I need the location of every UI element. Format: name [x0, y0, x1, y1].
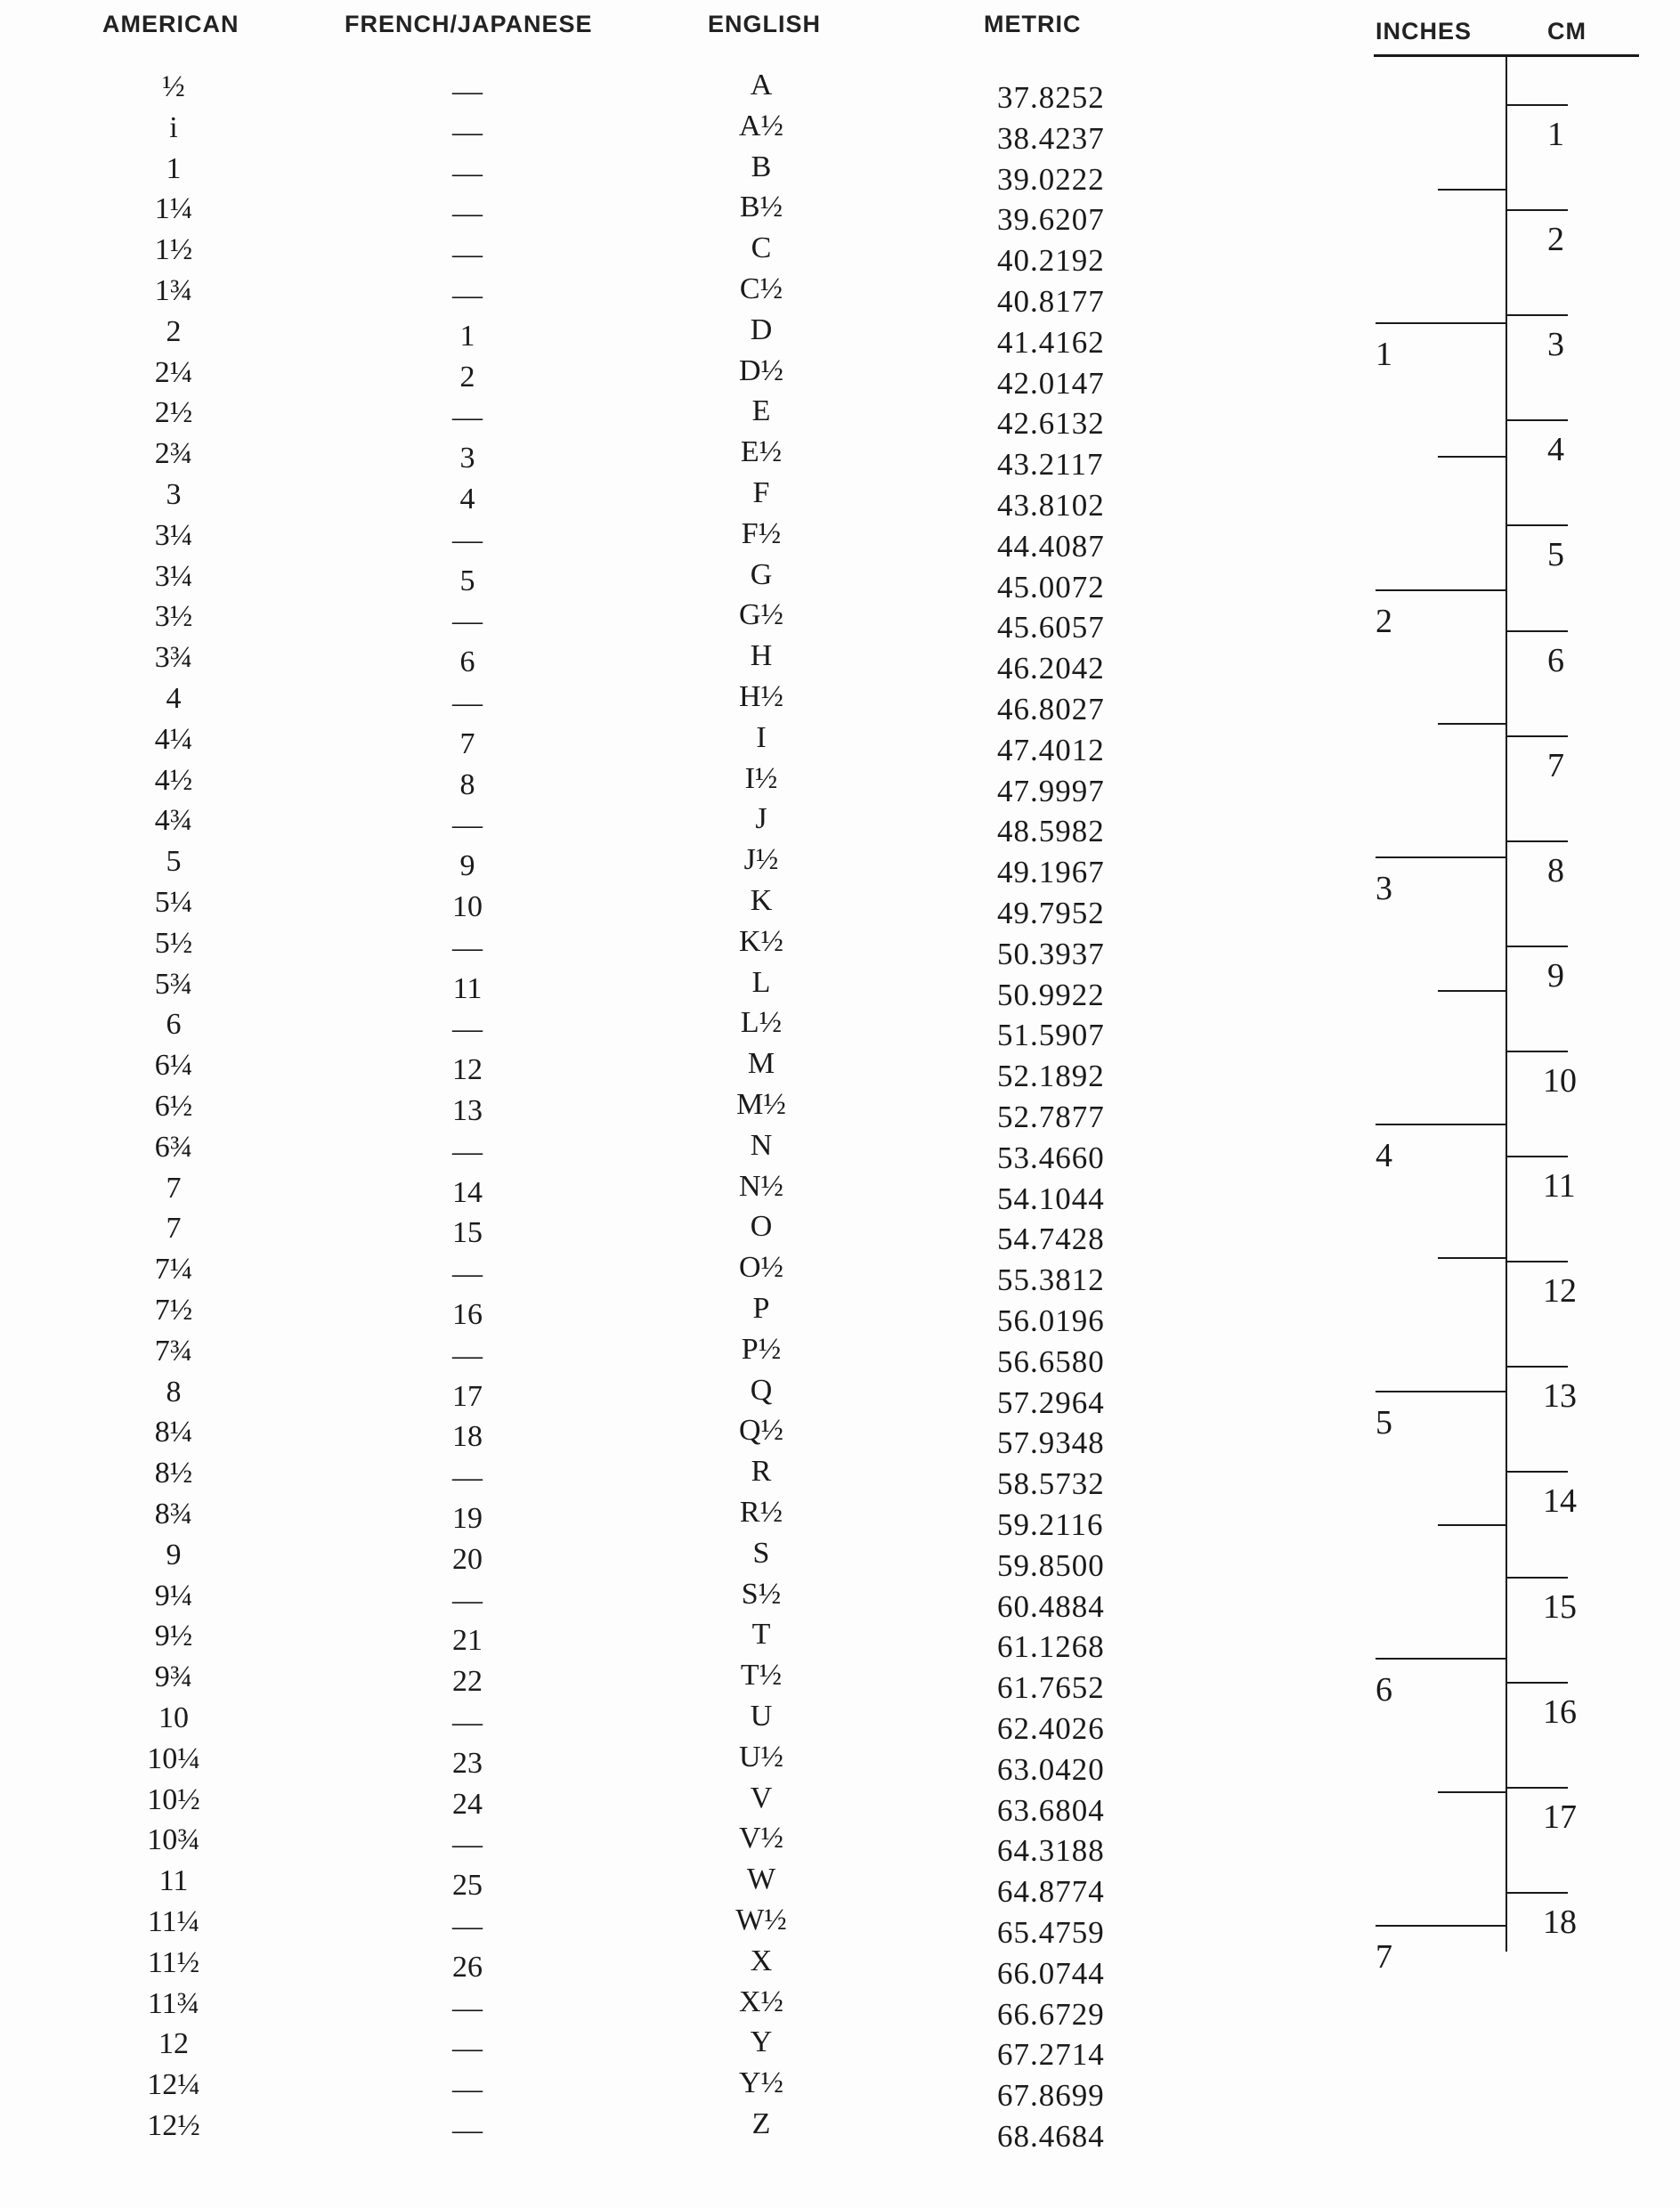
english-size: T½: [740, 1659, 783, 1693]
header-cm: CM: [1547, 18, 1587, 45]
american-size: 5¾: [154, 967, 193, 1001]
english-size: X: [750, 1944, 773, 1977]
american-size: 9: [166, 1538, 182, 1571]
metric-value: 63.0420: [997, 1751, 1105, 1787]
metric-value: 57.2964: [997, 1384, 1105, 1420]
american-size: 4: [166, 682, 182, 715]
inch-major-tick: [1376, 1658, 1506, 1660]
french-japanese-size: 9: [459, 849, 475, 883]
english-size: Y½: [738, 2066, 784, 2100]
american-size: 10¼: [147, 1741, 200, 1775]
inch-half-tick: [1438, 723, 1506, 725]
cm-tick: [1506, 104, 1568, 106]
cm-tick: [1506, 1892, 1568, 1894]
french-japanese-size: 20: [452, 1542, 483, 1576]
american-size: 8½: [154, 1457, 193, 1490]
english-size: Q½: [738, 1414, 784, 1448]
french-japanese-size: 10: [452, 890, 483, 923]
cm-label: 14: [1543, 1482, 1577, 1520]
american-size: 6¾: [154, 1130, 193, 1164]
american-size: 3¼: [154, 518, 193, 552]
inch-half-tick: [1438, 990, 1506, 992]
french-japanese-size: —: [452, 1461, 483, 1495]
french-japanese-size: —: [452, 1134, 483, 1168]
inch-label: 3: [1376, 870, 1392, 907]
american-size: 12: [158, 2027, 189, 2061]
american-size: 5½: [154, 926, 193, 960]
inch-label: 2: [1376, 603, 1392, 640]
french-japanese-size: 19: [452, 1502, 483, 1535]
cm-label: 16: [1543, 1693, 1577, 1731]
metric-value: 61.7652: [997, 1670, 1105, 1706]
metric-value: 38.4237: [997, 120, 1105, 156]
english-size: E½: [740, 435, 783, 469]
cm-tick: [1506, 524, 1568, 526]
american-size: 7: [166, 1171, 182, 1205]
french-japanese-size: —: [452, 75, 483, 108]
cm-tick: [1506, 314, 1568, 316]
french-japanese-size: 17: [452, 1379, 483, 1413]
american-size: 6½: [154, 1090, 193, 1123]
metric-value: 56.0196: [997, 1303, 1105, 1338]
french-japanese-size: 2: [459, 360, 475, 394]
header-french-japanese: FRENCH/JAPANESE: [345, 11, 593, 37]
cm-tick: [1506, 1471, 1568, 1473]
inch-half-tick: [1438, 1791, 1506, 1793]
english-size: J: [755, 802, 767, 836]
metric-value: 62.4026: [997, 1711, 1105, 1746]
french-japanese-size: 26: [452, 1950, 483, 1984]
inch-major-tick: [1376, 322, 1506, 324]
american-size: 7¾: [154, 1334, 193, 1368]
cm-tick: [1506, 735, 1568, 737]
american-size: 12¼: [147, 2068, 200, 2102]
inch-major-tick: [1376, 1391, 1506, 1392]
english-size: K½: [738, 924, 784, 958]
inch-major-tick: [1376, 1124, 1506, 1125]
metric-value: 42.0147: [997, 365, 1105, 401]
french-japanese-size: —: [452, 2032, 483, 2066]
inch-major-tick: [1376, 589, 1506, 591]
cm-label: 13: [1543, 1377, 1577, 1415]
french-japanese-size: 4: [459, 483, 475, 515]
english-size: Z: [751, 2107, 771, 2140]
metric-value: 46.8027: [997, 692, 1105, 727]
metric-value: 40.8177: [997, 284, 1105, 319]
french-japanese-size: —: [452, 401, 483, 434]
metric-value: 53.4660: [997, 1140, 1105, 1175]
english-size: B: [751, 150, 772, 183]
american-size: 4¼: [154, 722, 193, 756]
inch-half-tick: [1438, 1257, 1506, 1259]
french-japanese-size: 1: [459, 319, 475, 353]
english-size: P½: [741, 1332, 782, 1366]
american-size: 8: [166, 1375, 182, 1408]
english-size: P: [752, 1292, 770, 1325]
english-size: U: [750, 1700, 773, 1733]
french-japanese-size: —: [452, 1257, 483, 1291]
english-size: S: [752, 1536, 770, 1570]
french-japanese-size: —: [452, 238, 483, 272]
american-size: 7¼: [154, 1253, 193, 1287]
english-size: S½: [741, 1577, 782, 1611]
french-japanese-size: 15: [452, 1216, 483, 1250]
english-size: H½: [738, 680, 784, 713]
american-size: 9¾: [154, 1660, 193, 1694]
metric-value: 60.4884: [997, 1588, 1105, 1624]
cm-tick: [1506, 1366, 1568, 1368]
french-japanese-size: —: [452, 808, 483, 842]
metric-value: 57.9348: [997, 1425, 1105, 1461]
cm-tick: [1506, 840, 1568, 842]
inch-half-tick: [1438, 189, 1506, 191]
cm-tick: [1506, 1787, 1568, 1789]
english-size: M: [747, 1047, 775, 1081]
french-japanese-size: 16: [452, 1298, 483, 1331]
english-size: C: [751, 231, 772, 265]
english-size: A½: [738, 109, 784, 142]
cm-tick: [1506, 946, 1568, 947]
american-size: 3¾: [154, 641, 193, 675]
english-size: D½: [738, 353, 784, 387]
french-japanese-size: 18: [452, 1420, 483, 1454]
french-japanese-size: 8: [459, 767, 475, 801]
english-size: N½: [738, 1169, 784, 1203]
metric-value: 42.6132: [997, 406, 1105, 442]
cm-label: 2: [1547, 221, 1564, 258]
american-size: 8¾: [154, 1498, 193, 1530]
american-size: 3¼: [154, 559, 193, 593]
cm-label: 7: [1547, 747, 1564, 784]
inch-label: 5: [1376, 1404, 1392, 1441]
english-size: G: [750, 557, 773, 591]
inch-major-tick: [1376, 856, 1506, 858]
metric-value: 40.2192: [997, 243, 1105, 279]
metric-value: 46.2042: [997, 651, 1105, 686]
metric-value: 39.6207: [997, 202, 1105, 238]
english-size: O: [750, 1210, 773, 1244]
english-size: V: [750, 1781, 773, 1814]
english-size: U½: [738, 1740, 784, 1774]
metric-value: 44.4087: [997, 528, 1105, 564]
metric-value: 49.1967: [997, 855, 1105, 890]
english-size: N: [750, 1128, 773, 1162]
french-japanese-size: 13: [452, 1094, 483, 1127]
metric-value: 48.5982: [997, 814, 1105, 849]
metric-value: 66.0744: [997, 1955, 1105, 1991]
english-size: R½: [739, 1496, 783, 1529]
cm-tick: [1506, 419, 1568, 421]
metric-value: 66.6729: [997, 1996, 1105, 2032]
metric-value: 41.4162: [997, 324, 1105, 360]
inch-major-tick: [1376, 1925, 1506, 1927]
inch-label: 4: [1376, 1137, 1392, 1174]
french-japanese-size: —: [452, 115, 483, 149]
english-size: W½: [735, 1904, 787, 1936]
ruler-axis: [1506, 55, 1507, 1952]
metric-value: 64.3188: [997, 1833, 1105, 1869]
metric-value: 39.0222: [997, 161, 1105, 197]
english-size: I: [756, 720, 767, 754]
metric-value: 45.0072: [997, 569, 1105, 605]
american-size: 11¾: [147, 1986, 200, 2020]
english-size: L½: [740, 1006, 783, 1040]
english-size: O½: [738, 1251, 784, 1285]
english-size: X½: [738, 1985, 784, 2018]
french-japanese-size: —: [452, 1910, 483, 1943]
cm-label: 1: [1547, 116, 1564, 153]
american-size: 10½: [147, 1782, 200, 1816]
english-size: B½: [739, 191, 783, 224]
english-size: W: [746, 1863, 776, 1896]
american-size: 1¾: [154, 274, 193, 307]
metric-value: 54.1044: [997, 1181, 1105, 1216]
french-japanese-size: —: [452, 1583, 483, 1617]
metric-value: 68.4684: [997, 2119, 1105, 2154]
metric-value: 56.6580: [997, 1343, 1105, 1379]
metric-value: 43.2117: [997, 447, 1104, 483]
english-size: I½: [744, 761, 778, 795]
french-japanese-size: 25: [452, 1869, 483, 1903]
cm-label: 3: [1547, 326, 1564, 363]
metric-value: 43.8102: [997, 488, 1105, 523]
english-size: G½: [738, 598, 784, 632]
american-size: 5¼: [154, 886, 193, 919]
french-japanese-size: 21: [452, 1624, 483, 1658]
inch-half-tick: [1438, 456, 1506, 458]
inch-label: 1: [1376, 336, 1392, 373]
american-size: 9¼: [154, 1579, 193, 1612]
american-size: 10¾: [147, 1823, 200, 1857]
english-size: T: [751, 1618, 771, 1652]
metric-value: 47.4012: [997, 732, 1105, 767]
american-size: 2¾: [154, 437, 193, 471]
american-size: 6¼: [154, 1049, 193, 1083]
french-japanese-size: —: [452, 1012, 483, 1046]
american-size: 4¾: [154, 804, 193, 838]
inch-label: 6: [1376, 1671, 1392, 1709]
french-japanese-size: 24: [452, 1787, 483, 1821]
english-size: L: [751, 965, 771, 999]
french-japanese-size: 23: [452, 1746, 483, 1780]
english-size: Q: [750, 1373, 773, 1407]
metric-value: 67.2714: [997, 2037, 1105, 2073]
cm-label: 8: [1547, 852, 1564, 889]
french-japanese-size: —: [452, 523, 483, 556]
american-size: 4½: [154, 763, 193, 797]
american-size: 8¼: [154, 1416, 193, 1449]
american-size: 11¼: [147, 1905, 200, 1938]
american-size: 1½: [154, 233, 193, 267]
american-size: 11½: [147, 1945, 200, 1979]
inch-half-tick: [1438, 1524, 1506, 1526]
english-size: F: [752, 476, 770, 509]
english-size: R: [751, 1455, 772, 1489]
french-japanese-size: —: [452, 686, 483, 719]
metric-value: 52.7877: [997, 1100, 1105, 1134]
american-size: 2: [166, 314, 182, 348]
inch-label: 7: [1376, 1938, 1392, 1976]
cm-label: 18: [1543, 1904, 1577, 1941]
metric-value: 37.8252: [997, 80, 1105, 115]
metric-value: 61.1268: [997, 1629, 1105, 1665]
french-japanese-size: —: [452, 1991, 483, 2025]
french-japanese-size: —: [452, 2114, 483, 2147]
metric-value: 45.6057: [997, 610, 1105, 645]
cm-tick: [1506, 1051, 1568, 1052]
header-american: AMERICAN: [102, 11, 239, 37]
american-size: 3½: [154, 600, 193, 634]
cm-tick: [1506, 1577, 1568, 1579]
cm-tick: [1506, 1682, 1568, 1684]
french-japanese-size: —: [452, 197, 483, 231]
english-size: V½: [738, 1822, 784, 1855]
metric-value: 51.5907: [997, 1018, 1105, 1053]
metric-value: 64.8774: [997, 1874, 1105, 1910]
metric-value: 59.2116: [997, 1507, 1104, 1542]
metric-value: 47.9997: [997, 773, 1105, 808]
cm-label: 12: [1543, 1272, 1577, 1310]
metric-value: 50.3937: [997, 936, 1105, 971]
metric-value: 65.4759: [997, 1915, 1105, 1950]
french-japanese-size: 12: [452, 1053, 483, 1087]
metric-value: 67.8699: [997, 2078, 1105, 2114]
french-japanese-size: 6: [459, 645, 475, 679]
cm-label: 11: [1543, 1167, 1576, 1205]
french-japanese-size: —: [452, 930, 483, 964]
french-japanese-size: 11: [452, 971, 483, 1005]
cm-label: 17: [1543, 1798, 1577, 1836]
metric-value: 52.1892: [997, 1059, 1105, 1094]
american-size: i: [169, 110, 178, 144]
french-japanese-size: 22: [452, 1665, 483, 1699]
english-size: J½: [743, 843, 779, 877]
metric-value: 49.7952: [997, 896, 1105, 930]
english-size: Y: [750, 2025, 773, 2059]
cm-tick: [1506, 209, 1568, 211]
french-japanese-size: —: [452, 2073, 483, 2107]
english-size: H: [750, 639, 773, 673]
header-inches: INCHES: [1376, 18, 1473, 45]
english-size: F½: [741, 516, 782, 550]
american-size: 7: [166, 1212, 182, 1246]
french-japanese-size: —: [452, 1706, 483, 1739]
metric-value: 55.3812: [997, 1262, 1105, 1298]
cm-label: 4: [1547, 431, 1564, 468]
american-size: ½: [162, 70, 185, 103]
english-size: C½: [739, 272, 783, 305]
metric-value: 50.9922: [997, 977, 1105, 1012]
american-size: 2¼: [154, 355, 193, 389]
french-japanese-size: —: [452, 605, 483, 638]
cm-tick: [1506, 1156, 1568, 1157]
american-size: 5: [166, 845, 182, 879]
american-size: 9½: [154, 1619, 193, 1653]
french-japanese-size: —: [452, 156, 483, 190]
cm-tick: [1506, 1261, 1568, 1262]
cm-label: 9: [1547, 957, 1564, 994]
cm-label: 15: [1543, 1588, 1577, 1626]
english-size: A: [750, 69, 773, 101]
metric-value: 59.8500: [997, 1547, 1105, 1583]
metric-value: 54.7428: [997, 1222, 1105, 1257]
header-english: ENGLISH: [708, 11, 822, 37]
american-size: 10: [158, 1701, 189, 1734]
cm-label: 6: [1547, 642, 1564, 679]
english-size: E: [751, 394, 771, 428]
american-size: 11: [158, 1864, 189, 1898]
american-size: 1¼: [154, 192, 193, 226]
french-japanese-size: 7: [459, 727, 475, 760]
english-size: K: [750, 884, 773, 917]
american-size: 6: [166, 1008, 182, 1042]
french-japanese-size: —: [452, 1828, 483, 1862]
american-size: 12½: [147, 2109, 200, 2142]
french-japanese-size: 14: [452, 1175, 483, 1209]
french-japanese-size: 3: [459, 442, 475, 475]
french-japanese-size: —: [452, 279, 483, 312]
french-japanese-size: 5: [459, 564, 475, 597]
english-size: M½: [736, 1088, 786, 1121]
english-size: D: [750, 313, 773, 346]
metric-value: 58.5732: [997, 1466, 1105, 1502]
american-size: 7½: [154, 1294, 193, 1327]
american-size: 2½: [154, 396, 193, 430]
metric-value: 63.6804: [997, 1792, 1105, 1828]
cm-tick: [1506, 630, 1568, 632]
american-size: 1: [166, 151, 182, 185]
cm-label: 5: [1547, 536, 1564, 573]
french-japanese-size: —: [452, 1338, 483, 1372]
american-size: 3: [166, 478, 182, 511]
cm-label: 10: [1543, 1062, 1577, 1100]
header-metric: METRIC: [984, 11, 1082, 37]
